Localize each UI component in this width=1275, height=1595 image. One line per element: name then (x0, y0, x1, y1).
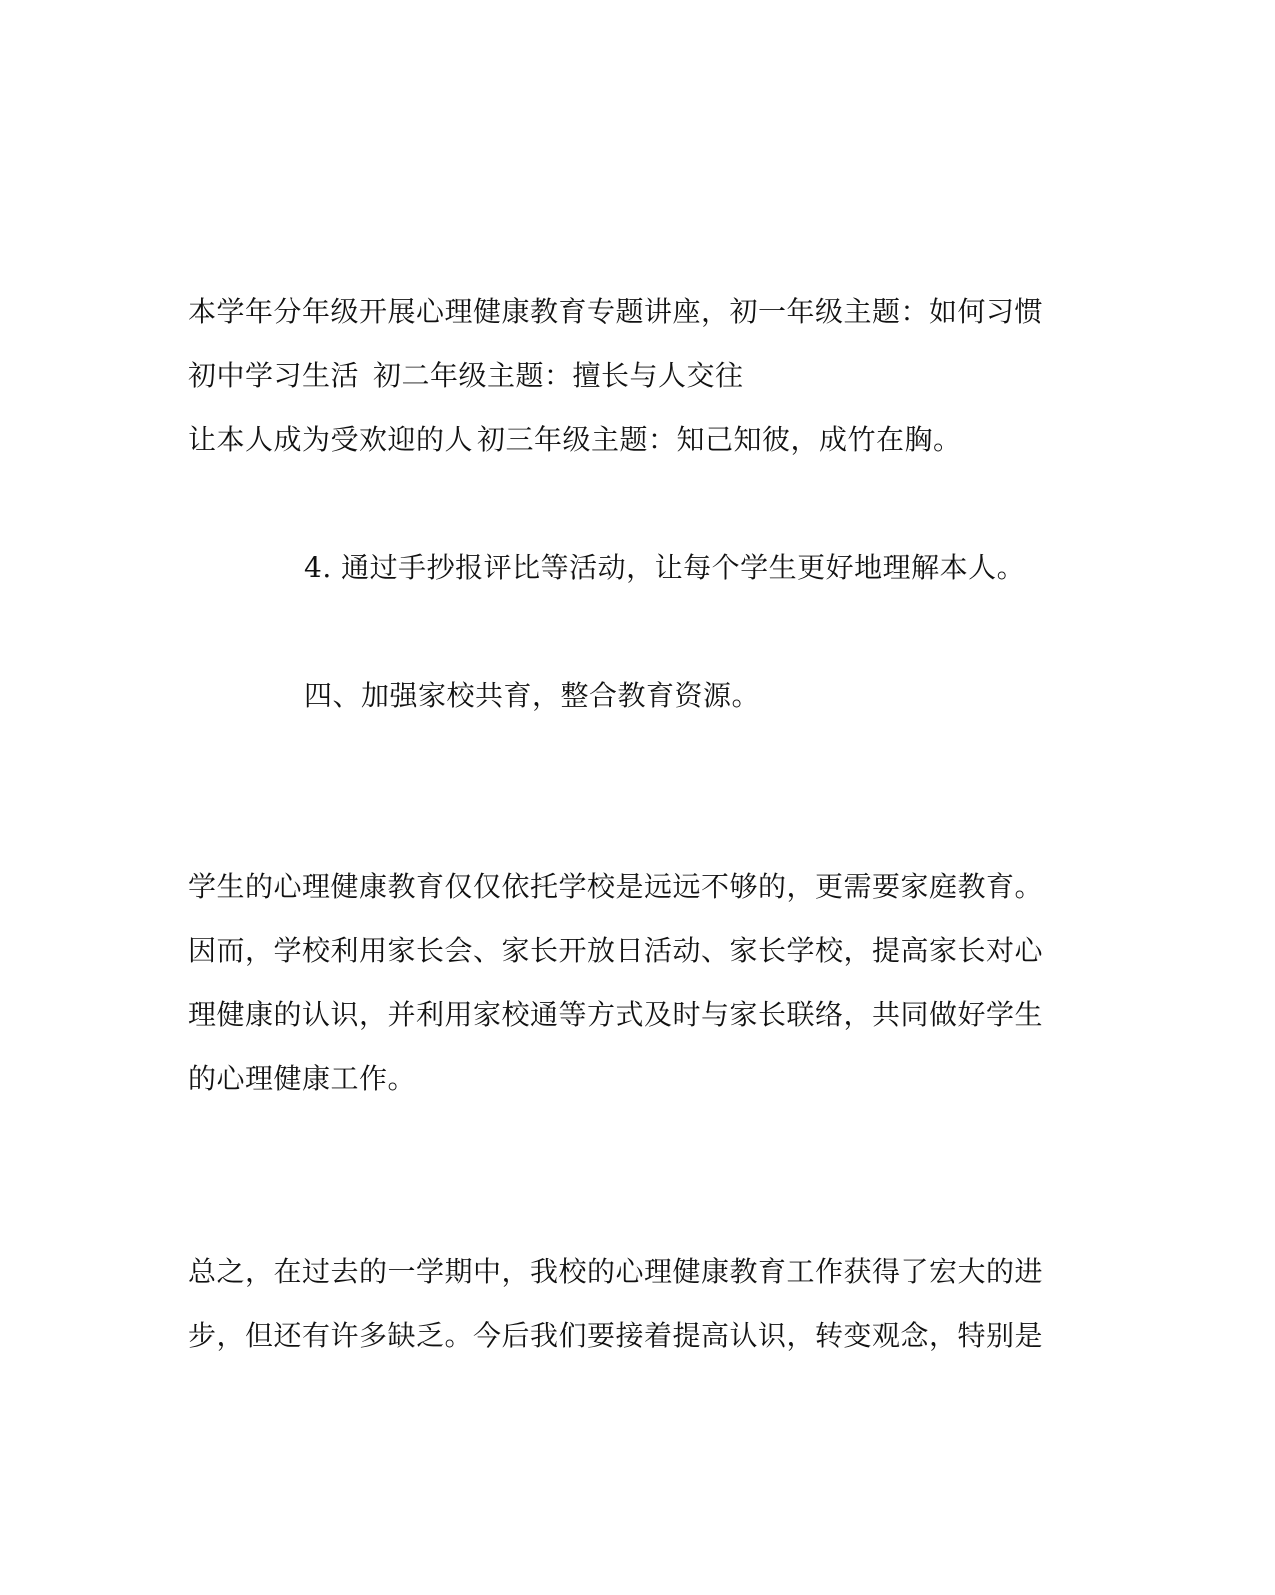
para2-line4: 的心理健康工作。 (188, 1062, 417, 1095)
para1-line3-part1: 让本人成为受欢迎的人 (188, 423, 474, 456)
para1-line2 (188, 358, 744, 394)
para2-line3: 理健康的认识，并利用家校通等方式及时与家长联络，共同做好学生 (188, 998, 1044, 1031)
para1-line3-part2: 初三年级主题：知己知彼，成竹在胸。 (477, 423, 962, 456)
para1-line2-part2: 初二年级主题：擅长与人交往 (373, 359, 744, 392)
para1-line2-part1: 初中学习生活 (188, 359, 360, 392)
para3-line1: 总之，在过去的一学期中，我校的心理健康教育工作获得了宏大的进 (188, 1255, 1044, 1288)
para1-line1: 本学年分年级开展心理健康教育专题讲座，初一年级主题：如何习惯 (188, 295, 1044, 328)
section-heading-4: 四、加强家校共育，整合教育资源。 (304, 679, 761, 712)
list-item-4: 4. 通过手抄报评比等活动，让每个学生更好地理解本人。 (304, 551, 1026, 584)
para2-line1: 学生的心理健康教育仅仅依托学校是远远不够的，更需要家庭教育。 (188, 870, 1044, 903)
para2-line2: 因而，学校利用家长会、家长开放日活动、家长学校，提高家长对心 (188, 934, 1044, 967)
para3-line2: 步，但还有许多缺乏。今后我们要接着提高认识，转变观念，特别是 (188, 1319, 1044, 1352)
para1-line3 (188, 422, 962, 458)
